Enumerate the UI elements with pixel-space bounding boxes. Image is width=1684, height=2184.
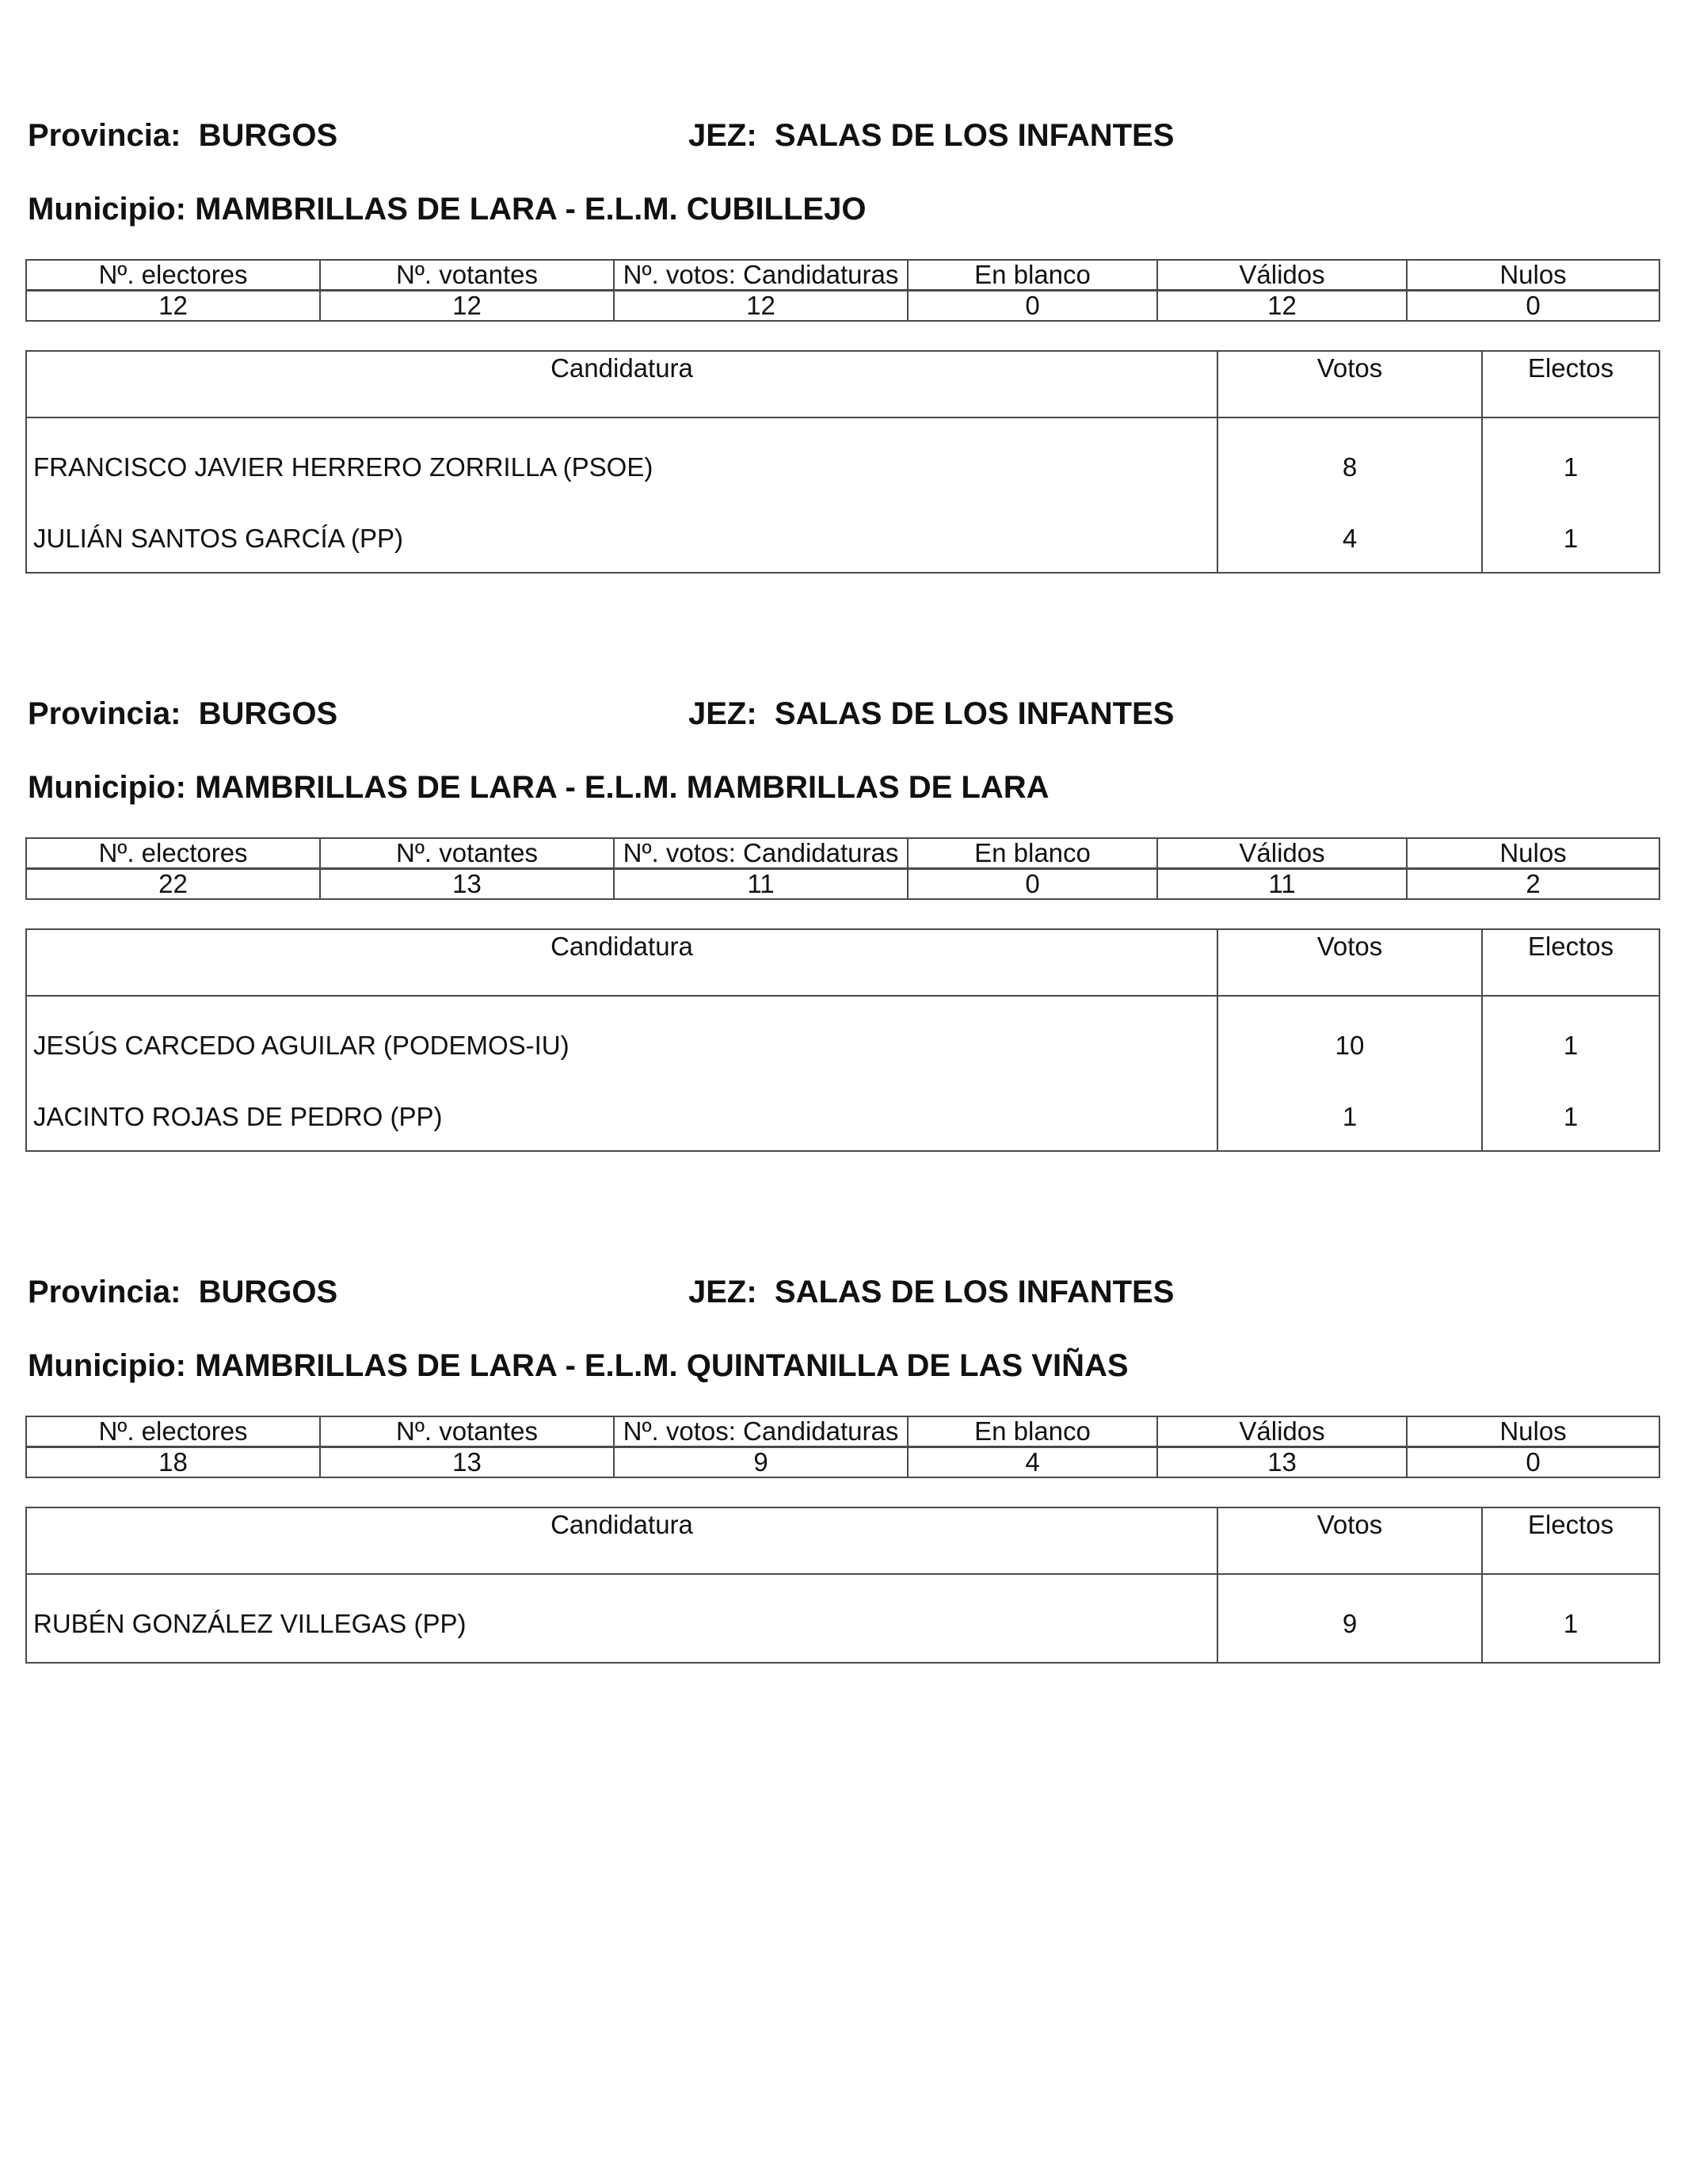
summary-value-votantes: 12 [320, 291, 614, 322]
summary-header-en-blanco: En blanco [908, 838, 1157, 869]
candidates-table [25, 928, 1660, 1152]
candidate-name: JACINTO ROJAS DE PEDRO (PP) [26, 1084, 1217, 1151]
result-section-mambrillas-de-lara [25, 696, 1659, 1218]
candidate-electos: 1 [1482, 996, 1659, 1084]
municipio-label: Municipio: MAMBRILLAS DE LARA - E.L.M. QUINTANILLA DE LAS VIÑAS [28, 1348, 1129, 1383]
provincia-label: Provincia: BURGOS [28, 118, 338, 153]
summary-header-nulos: Nulos [1407, 1416, 1659, 1447]
summary-value-nulos: 0 [1407, 1447, 1659, 1478]
summary-header-validos: Válidos [1157, 838, 1407, 869]
summary-value-en-blanco: 0 [908, 291, 1157, 322]
summary-table [25, 1416, 1660, 1478]
summary-value-votos-candidaturas: 12 [614, 291, 908, 322]
summary-value-votos-candidaturas: 9 [614, 1447, 908, 1478]
jez-label: JEZ: SALAS DE LOS INFANTES [688, 118, 1175, 153]
summary-value-electores: 22 [26, 869, 320, 900]
summary-value-nulos: 0 [1407, 291, 1659, 322]
municipio-label: Municipio: MAMBRILLAS DE LARA - E.L.M. MAMBRILLAS DE LARA [28, 770, 1050, 805]
summary-header-electores: Nº. electores [26, 260, 320, 291]
result-section-cubillejo [25, 117, 1659, 640]
candidates-header-row [26, 1507, 1659, 1574]
summary-header-votos-candidaturas: Nº. votos: Candidaturas [614, 838, 908, 869]
jez-label: JEZ: SALAS DE LOS INFANTES [688, 1275, 1175, 1309]
candidate-row [26, 1574, 1659, 1663]
summary-table [25, 259, 1660, 322]
candidate-votos: 10 [1217, 996, 1482, 1084]
candidate-name: RUBÉN GONZÁLEZ VILLEGAS (PP) [26, 1574, 1217, 1663]
summary-value-validos: 11 [1157, 869, 1407, 900]
summary-header-electores: Nº. electores [26, 1416, 320, 1447]
candidate-row [26, 417, 1659, 505]
summary-value-row [26, 869, 1659, 900]
candidate-electos: 1 [1482, 1574, 1659, 1663]
summary-header-row [26, 260, 1659, 291]
candidates-header-row [26, 351, 1659, 417]
candidatura-header: Candidatura [26, 929, 1217, 996]
summary-table [25, 837, 1660, 900]
summary-value-validos: 12 [1157, 291, 1407, 322]
summary-header-en-blanco: En blanco [908, 260, 1157, 291]
summary-header-votantes: Nº. votantes [320, 838, 614, 869]
summary-header-row [26, 838, 1659, 869]
candidate-row [26, 505, 1659, 573]
candidate-row [26, 996, 1659, 1084]
electos-header: Electos [1482, 929, 1659, 996]
summary-header-electores: Nº. electores [26, 838, 320, 869]
candidate-votos: 4 [1217, 505, 1482, 573]
candidates-table [25, 350, 1660, 574]
summary-value-en-blanco: 0 [908, 869, 1157, 900]
candidate-row [26, 1084, 1659, 1151]
candidate-electos: 1 [1482, 417, 1659, 505]
summary-header-nulos: Nulos [1407, 838, 1659, 869]
candidate-name: JESÚS CARCEDO AGUILAR (PODEMOS-IU) [26, 996, 1217, 1084]
summary-value-votantes: 13 [320, 1447, 614, 1478]
summary-value-row [26, 1447, 1659, 1478]
electos-header: Electos [1482, 1507, 1659, 1574]
candidatura-header: Candidatura [26, 1507, 1217, 1574]
candidate-name: FRANCISCO JAVIER HERRERO ZORRILLA (PSOE) [26, 417, 1217, 505]
summary-header-votantes: Nº. votantes [320, 1416, 614, 1447]
summary-header-row [26, 1416, 1659, 1447]
summary-header-votos-candidaturas: Nº. votos: Candidaturas [614, 260, 908, 291]
candidate-votos: 9 [1217, 1574, 1482, 1663]
result-section-quintanilla-de-las-vinas [25, 1274, 1659, 1797]
summary-value-votantes: 13 [320, 869, 614, 900]
summary-value-row [26, 291, 1659, 322]
candidate-electos: 1 [1482, 505, 1659, 573]
candidate-votos: 1 [1217, 1084, 1482, 1151]
summary-header-en-blanco: En blanco [908, 1416, 1157, 1447]
summary-header-validos: Válidos [1157, 1416, 1407, 1447]
votos-header: Votos [1217, 1507, 1482, 1574]
summary-value-nulos: 2 [1407, 869, 1659, 900]
candidate-name: JULIÁN SANTOS GARCÍA (PP) [26, 505, 1217, 573]
candidatura-header: Candidatura [26, 351, 1217, 417]
votos-header: Votos [1217, 929, 1482, 996]
candidate-votos: 8 [1217, 417, 1482, 505]
municipio-label: Municipio: MAMBRILLAS DE LARA - E.L.M. CUBILLEJO [28, 192, 867, 227]
summary-header-nulos: Nulos [1407, 260, 1659, 291]
summary-value-en-blanco: 4 [908, 1447, 1157, 1478]
summary-header-votantes: Nº. votantes [320, 260, 614, 291]
provincia-label: Provincia: BURGOS [28, 1275, 338, 1309]
votos-header: Votos [1217, 351, 1482, 417]
candidates-header-row [26, 929, 1659, 996]
candidate-electos: 1 [1482, 1084, 1659, 1151]
summary-header-votos-candidaturas: Nº. votos: Candidaturas [614, 1416, 908, 1447]
summary-value-votos-candidaturas: 11 [614, 869, 908, 900]
electos-header: Electos [1482, 351, 1659, 417]
summary-header-validos: Válidos [1157, 260, 1407, 291]
summary-value-electores: 18 [26, 1447, 320, 1478]
jez-label: JEZ: SALAS DE LOS INFANTES [688, 696, 1175, 731]
summary-value-electores: 12 [26, 291, 320, 322]
summary-value-validos: 13 [1157, 1447, 1407, 1478]
candidates-table [25, 1507, 1660, 1664]
provincia-label: Provincia: BURGOS [28, 696, 338, 731]
